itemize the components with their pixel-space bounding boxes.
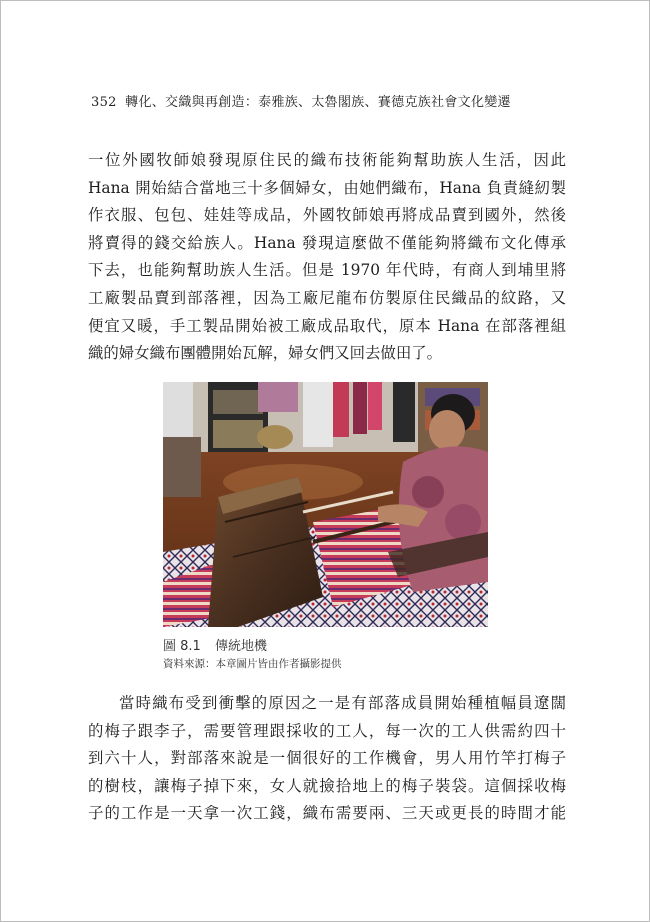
text-line: 的梅子跟李子，需要管理跟採收的工人，每一次的工人供需約四十 <box>88 721 566 740</box>
figure-label: 圖 8.1 <box>163 639 201 654</box>
figure-source: 資料來源：本章圖片皆由作者攝影提供 <box>163 658 342 670</box>
text-line: 作衣服、包包、娃娃等成品，外國牧師娘再將成品賣到國外，然後 <box>88 206 566 225</box>
text-line: Hana 開始結合當地三十多個婦女，由她們織布，Hana 負責縫紉製 <box>88 178 566 197</box>
body-paragraph-2 <box>88 690 566 828</box>
text-line: 到六十人，對部落來說是一個很好的工作機會，男人用竹竿打梅子 <box>88 749 566 768</box>
figure-caption <box>163 635 267 654</box>
text-line: 子的工作是一天拿一次工錢，織布需要兩、三天或更長的時間才能 <box>88 804 566 823</box>
text-line: 的樹枝，讓梅子掉下來，女人就撿拾地上的梅子裝袋。這個採收梅 <box>88 776 566 795</box>
book-title: 轉化、交織與再創造：泰雅族、太魯閣族、賽德克族社會文化變遷 <box>125 95 511 110</box>
text-line: 將賣得的錢交給族人。Hana 發現這麼做不僅能夠將織布文化傳承 <box>88 233 566 252</box>
page-number: 352 <box>91 95 117 110</box>
text-line: 當時織布受到衝擊的原因之一是有部落成員開始種植幅員遼闊 <box>119 694 566 712</box>
text-line: 下去，也能夠幫助族人生活。但是 1970 年代時，有商人到埔里將 <box>88 261 566 280</box>
figure-title: 傳統地機 <box>214 639 267 654</box>
running-header <box>91 91 511 110</box>
text-line: 便宜又暖，手工製品開始被工廠成品取代，原本 Hana 在部落裡組 <box>88 316 566 335</box>
body-paragraph-1 <box>88 147 566 368</box>
text-line: 織的婦女織布團體開始瓦解，婦女們又回去做田了。 <box>88 344 442 363</box>
text-line: 工廠製品賣到部落裡，因為工廠尼龍布仿製原住民織品的紋路，又 <box>88 288 566 307</box>
figure-photo <box>163 382 488 627</box>
text-line: 一位外國牧師娘發現原住民的織布技術能夠幫助族人生活，因此 <box>88 151 566 169</box>
